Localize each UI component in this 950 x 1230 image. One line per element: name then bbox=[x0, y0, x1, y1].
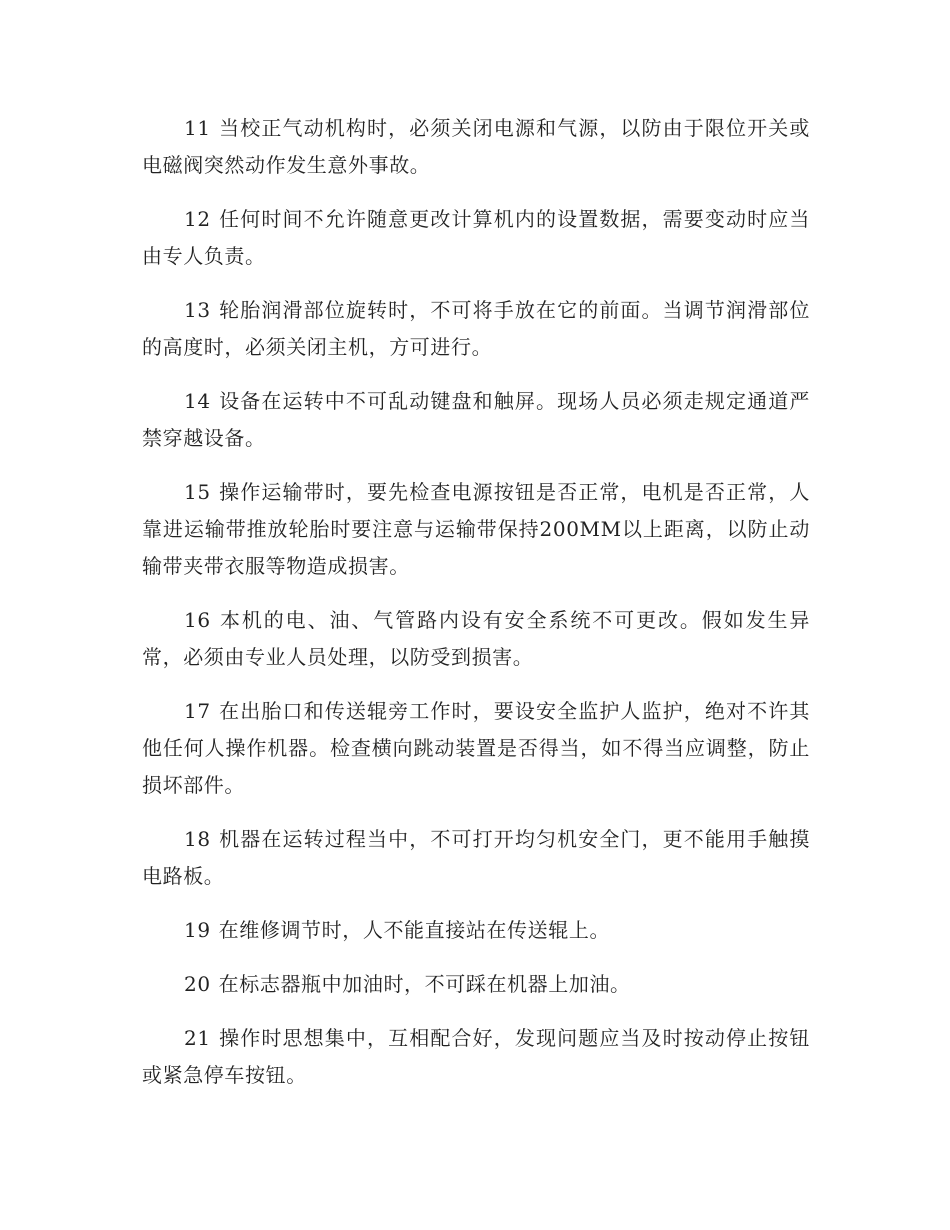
paragraph-17 bbox=[142, 693, 810, 804]
paragraph-text: 机器在运转过程当中，不可打开均匀机安全门，更不能用手触摸电路板。 bbox=[142, 827, 810, 888]
paragraph-text: 当校正气动机构时，必须关闭电源和气源，以防由于限位开关或电磁阀突然动作发生意外事故。 bbox=[142, 116, 810, 177]
paragraph-text: 在标志器瓶中加油时，不可踩在机器上加油。 bbox=[218, 972, 631, 996]
paragraph-16 bbox=[142, 602, 810, 676]
document-body bbox=[142, 110, 810, 1111]
paragraph-text: 操作时思想集中，互相配合好，发现问题应当及时按动停止按钮或紧急停车按钮。 bbox=[142, 1026, 810, 1087]
paragraph-number: 21 bbox=[184, 1026, 211, 1050]
paragraph-number: 12 bbox=[184, 207, 211, 231]
paragraph-21 bbox=[142, 1020, 810, 1094]
paragraph-number: 19 bbox=[184, 918, 211, 942]
paragraph-text: 本机的电、油、气管路内设有安全系统不可更改。假如发生异常，必须由专业人员处理，以防受到损害。 bbox=[142, 608, 810, 669]
paragraph-text: 轮胎润滑部位旋转时，不可将手放在它的前面。当调节润滑部位的高度时，必须关闭主机，方可进行。 bbox=[142, 298, 810, 359]
paragraph-number: 14 bbox=[184, 389, 211, 413]
paragraph-14 bbox=[142, 383, 810, 457]
paragraph-number: 15 bbox=[184, 480, 211, 504]
paragraph-text: 在出胎口和传送辊旁工作时，要设安全监护人监护，绝对不许其他任何人操作机器。检查横向跳动装置是否得当，如不得当应调整，防止损坏部件。 bbox=[142, 699, 810, 797]
paragraph-number: 11 bbox=[184, 116, 211, 140]
paragraph-20 bbox=[142, 966, 810, 1003]
paragraph-number: 16 bbox=[184, 608, 211, 632]
paragraph-11 bbox=[142, 110, 810, 184]
paragraph-text: 在维修调节时，人不能直接站在传送辊上。 bbox=[218, 918, 611, 942]
paragraph-19 bbox=[142, 912, 810, 949]
paragraph-number: 18 bbox=[184, 827, 211, 851]
paragraph-text: 操作运输带时，要先检查电源按钮是否正常，电机是否正常，人靠进运输带推放轮胎时要注意与运输带保持200MM以上距离，以防止动输带夹带衣服等物造成损害。 bbox=[142, 480, 810, 578]
paragraph-text: 任何时间不允许随意更改计算机内的设置数据，需要变动时应当由专人负责。 bbox=[142, 207, 810, 268]
paragraph-15 bbox=[142, 474, 810, 585]
paragraph-number: 13 bbox=[184, 298, 211, 322]
paragraph-18 bbox=[142, 821, 810, 895]
paragraph-12 bbox=[142, 201, 810, 275]
paragraph-13 bbox=[142, 292, 810, 366]
paragraph-number: 20 bbox=[184, 972, 211, 996]
paragraph-text: 设备在运转中不可乱动键盘和触屏。现场人员必须走规定通道严禁穿越设备。 bbox=[142, 389, 810, 450]
paragraph-number: 17 bbox=[184, 699, 211, 723]
